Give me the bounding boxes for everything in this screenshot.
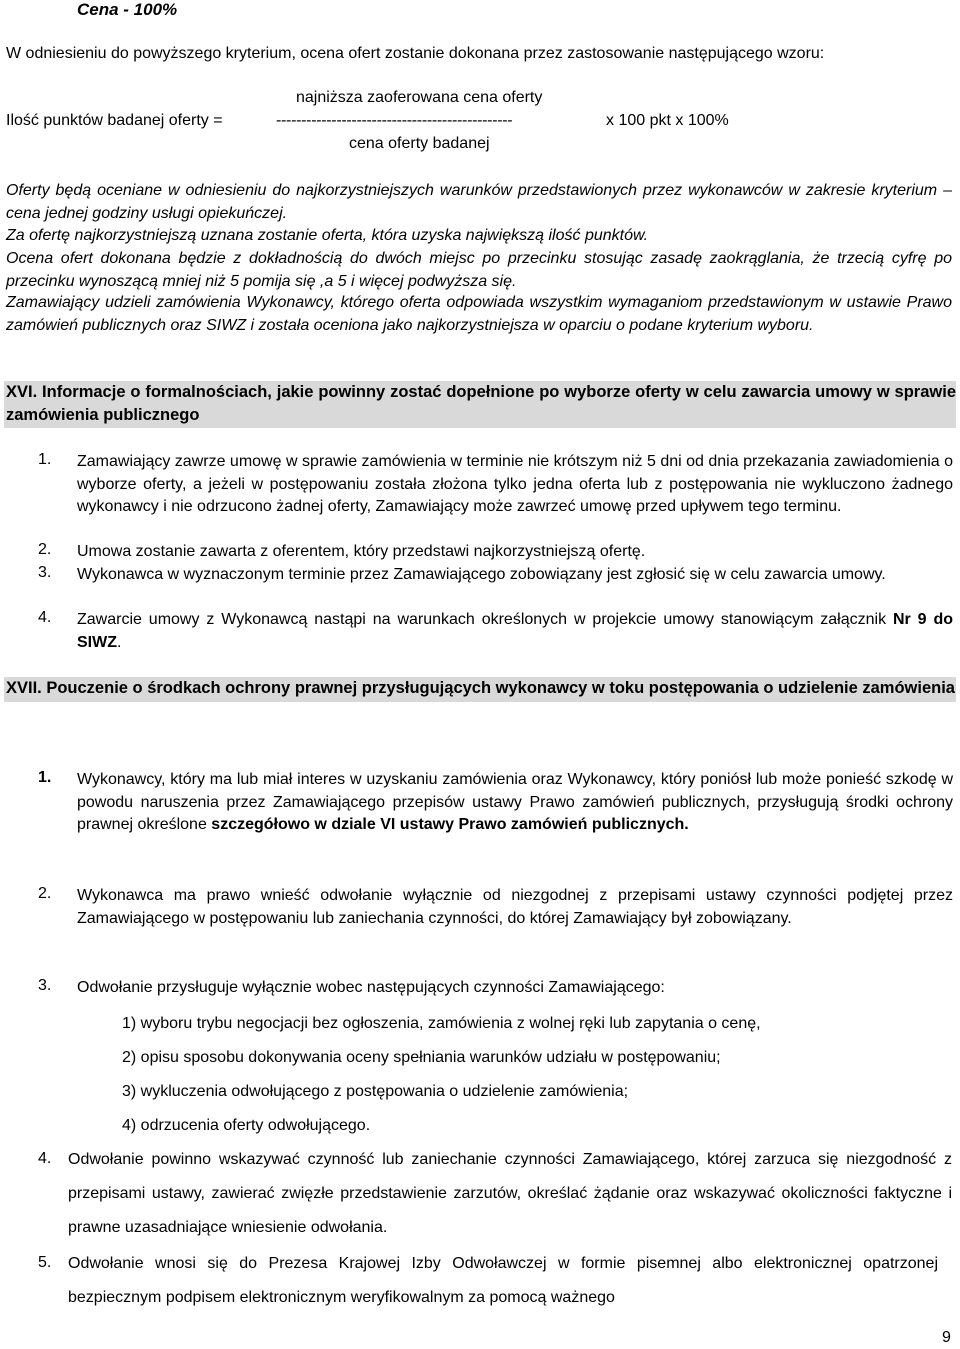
item-text: Zawarcie umowy z Wykonawcą nastąpi na warunkach określonych w projekcie umowy stanowiącym załącznik <box>77 611 893 628</box>
page-number: 9 <box>942 1329 951 1346</box>
siwz-reference: Nr 9 do SIWZ <box>77 611 953 651</box>
rounding-paragraph: Ocena ofert dokonana będzie z dokładnością do dwóch miejsc po przecinku stosując zasadę zaokrąglania, że trzecią cyfrę po przecinku wynoszącą mniej niż 5 pomija się ,a 5 i więcej podwyższa się. <box>6 250 952 290</box>
item-text: Wykonawcy, który ma lub miał interes w uzyskaniu zamówienia oraz Wykonawcy, który poniósł lub może ponieść szkodę w powodu naruszenia przez Zamawiającego przepisów ustawy Prawo zamówień publicznych, przysługują środki ochrony prawnej określone <box>77 771 953 834</box>
section-xvi-heading: XVI. Informacje o formalnościach, jakie powinny zostać dopełnione po wyborze oferty w celu zawarcia umowy w sprawie zamówienia publicznego <box>4 381 956 428</box>
list-number: 5. <box>38 1254 52 1271</box>
formula-intro: W odniesieniu do powyższego kryterium, ocena ofert zostanie dokonana przez zastosowanie następującego wzoru: <box>6 45 825 62</box>
section-xvii-heading: XVII. Pouczenie o środkach ochrony prawnej przysługujących wykonawcy w toku postępowania o udzielenie zamówienia <box>4 677 956 702</box>
sub-item: 4) odrzucenia oferty odwołującego. <box>122 1117 371 1134</box>
list-number: 4. <box>38 609 52 626</box>
section-xvii-item: Wykonawca ma prawo wnieść odwołanie wyłącznie od niezgodnej z przepisami ustawy czynności podjętej przez Zamawiającego w postępowaniu lub zaniechania czynności, do której Zamawiający był zobowiązany. <box>77 887 953 927</box>
section-xvi-item <box>77 609 953 654</box>
list-number: 1. <box>38 451 52 468</box>
formula-bar: ----------------------------------------------- <box>276 112 513 129</box>
section-xvii-item: Odwołanie powinno wskazywać czynność lub zaniechanie czynności Zamawiającego, której zarzuca się niezgodność z przepisami ustawy, zawierać zwięzłe przedstawienie zarzutów, określać żądanie oraz wskazywać okoliczności faktyczne i prawne uzasadniające wniesienie odwołania. <box>68 1151 952 1236</box>
sub-item: 3) wykluczenia odwołującego z postępowania o udzielenie zamówienia; <box>122 1083 629 1100</box>
list-number: 2. <box>38 541 52 558</box>
formula-multiplier: x 100 pkt x 100% <box>606 112 729 129</box>
price-heading: Cena - 100% <box>77 0 178 19</box>
list-number: 3. <box>38 564 52 581</box>
list-number: 2. <box>38 885 52 902</box>
section-xvi-item: Wykonawca w wyznaczonym terminie przez Zamawiającego zobowiązany jest zgłosić się w celu zawarcia umowy. <box>77 566 886 583</box>
sub-item: 1) wyboru trybu negocjacji bez ogłoszenia, zamówienia z wolnej ręki lub zapytania o cenę, <box>122 1015 761 1032</box>
item-tail: . <box>117 633 122 651</box>
section-xvii-item <box>77 769 953 837</box>
formula-denominator: cena oferty badanej <box>349 135 490 152</box>
list-number: 3. <box>38 977 52 994</box>
formula-numerator: najniższa zaoferowana cena oferty <box>296 89 543 106</box>
sub-item: 2) opisu sposobu dokonywania oceny spełniania warunków udziału w postępowaniu; <box>122 1049 721 1066</box>
law-reference: szczegółowo w dziale VI ustawy Prawo zamówień publicznych. <box>211 816 689 834</box>
list-number: 1. <box>38 769 52 786</box>
best-offer-paragraph: Za ofertę najkorzystniejszą uznana zostanie oferta, która uzyska największą ilość punktów. <box>6 227 649 244</box>
section-xvii-item: Odwołanie wnosi się do Prezesa Krajowej Izby Odwoławczej w formie pisemnej albo elektronicznej opatrzonej bezpiecznym podpisem elektronicznym weryfikowalnym za pomocą ważnego <box>68 1255 938 1306</box>
criteria-paragraph: Oferty będą oceniane w odniesieniu do najkorzystniejszych warunków przedstawionych przez wykonawców w zakresie kryterium – cena jednej godziny usługi opiekuńczej. <box>6 182 952 222</box>
section-xvi-item: Umowa zostanie zawarta z oferentem, który przedstawi najkorzystniejszą ofertę. <box>77 543 646 560</box>
section-xvii-item: Odwołanie przysługuje wyłącznie wobec następujących czynności Zamawiającego: <box>77 979 665 996</box>
list-number: 4. <box>38 1150 52 1167</box>
section-xvi-item: Zamawiający zawrze umowę w sprawie zamówienia w terminie nie krótszym niż 5 dni od dnia przekazania zawiadomienia o wyborze oferty, a jeżeli w postępowaniu została złożona tylko jedna oferta lub z postępowania nie wykluczono żadnego wykonawcy i nie odrzucono żadnej oferty, Zamawiający może zawrzeć umowę przed upływem tego terminu. <box>77 453 953 516</box>
award-paragraph: Zamawiający udzieli zamówienia Wykonawcy, którego oferta odpowiada wszystkim wymaganiom przedstawionym w ustawie Prawo zamówień publicznych oraz SIWZ i została oceniona jako najkorzystniejsza w oparciu o podane kryterium wyboru. <box>6 294 952 334</box>
formula-lhs: Ilość punktów badanej oferty = <box>6 112 223 129</box>
